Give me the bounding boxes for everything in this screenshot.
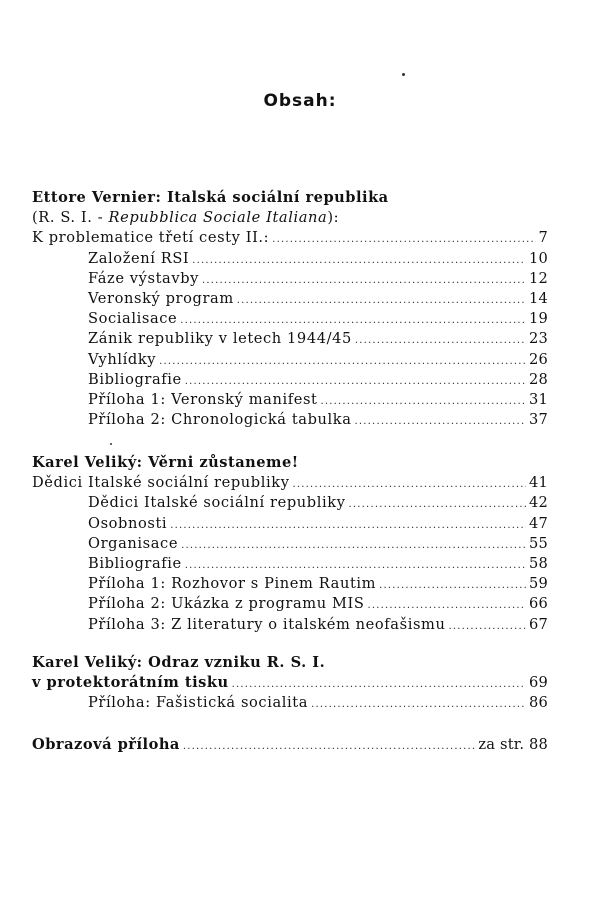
toc-entry-page: 26 [529, 350, 548, 368]
toc-entry [32, 410, 548, 430]
toc-section-odraz [32, 653, 548, 714]
toc-entry-page: 7 [538, 229, 548, 247]
toc-entry-label: Zánik republiky v letech 1944/45 [88, 330, 352, 348]
dot-leader [379, 576, 526, 596]
dot-leader [349, 495, 526, 515]
dot-leader [321, 392, 527, 412]
dot-leader [311, 695, 526, 715]
toc-entry [32, 574, 548, 594]
toc-entry-page: 14 [529, 289, 548, 307]
toc-entry-page: 28 [529, 370, 548, 388]
toc-entry-page: 69 [529, 674, 548, 692]
toc-entry-label: Vyhlídky [88, 350, 157, 368]
dot-leader [367, 596, 526, 616]
toc-entry-page: 31 [529, 390, 548, 408]
toc-entry-page: 66 [529, 595, 548, 613]
toc-entry [32, 249, 548, 269]
toc-entry-label: Příloha 2: Chronologická tabulka [88, 411, 352, 429]
section-intro [32, 208, 548, 228]
toc-entry-page: 67 [529, 615, 548, 633]
toc-entry-page: 23 [529, 330, 548, 348]
dot-leader [355, 412, 526, 432]
dot-leader [272, 230, 535, 250]
section-heading [32, 653, 548, 673]
toc-entry-label: Příloha 2: Ukázka z programu MIS [88, 595, 365, 613]
dot-leader [202, 271, 526, 291]
toc-entry-label: Organisace [88, 534, 179, 552]
section-heading-text: Ettore Vernier: Italská sociální republika [32, 189, 389, 206]
toc-section-vernier [32, 188, 548, 430]
section-heading [32, 453, 548, 473]
toc-section-verni [32, 453, 548, 635]
dot-leader [170, 516, 526, 536]
toc-entry-label: K problematice třetí cesty II.: [32, 229, 270, 247]
dot-leader [159, 352, 526, 372]
toc-entry-label: Příloha 3: Z literatury o italském neofašismu [88, 615, 446, 633]
toc-entry-label: Dědici Italské sociální republiky [88, 494, 346, 512]
dot-leader [232, 675, 526, 695]
dot-leader [449, 617, 527, 637]
toc-entry [32, 350, 548, 370]
toc-entry [32, 269, 548, 289]
toc-entry [32, 673, 548, 693]
toc-entry [32, 735, 548, 755]
toc-entry-page: 47 [529, 514, 548, 532]
intro-suffix: ): [327, 209, 340, 227]
toc-entry-page: 12 [529, 269, 548, 287]
intro-italic: Repubblica Sociale Italiana [108, 209, 328, 227]
toc-entry-label: Bibliografie [88, 554, 182, 572]
toc-entry-page: 86 [529, 694, 548, 712]
toc-entry [32, 289, 548, 309]
toc-entry-page: za str. 88 [478, 736, 548, 753]
toc-entry-label: Osobnosti [88, 514, 168, 532]
toc-entry-label: Příloha 1: Rozhovor s Pinem Rautim [88, 575, 377, 593]
toc-entry [32, 514, 548, 534]
toc-entry [32, 228, 548, 248]
section-heading-text: Karel Veliký: Věrni zůstaneme! [32, 454, 299, 471]
toc-entry [32, 554, 548, 574]
toc-entry-page: 55 [529, 534, 548, 552]
toc-entry-label: Obrazová příloha [32, 736, 180, 753]
toc-entry [32, 493, 548, 513]
toc-entry [32, 473, 548, 493]
toc-entry [32, 329, 548, 349]
toc-entry-label: Založení RSI [88, 249, 190, 267]
toc-entry-label: Veronský program [88, 289, 234, 307]
toc-entry-label: Fáze výstavby [88, 269, 199, 287]
toc-entry-page: 41 [529, 474, 548, 492]
toc-entry [32, 390, 548, 410]
toc-entry-label: Bibliografie [88, 370, 182, 388]
dot-leader [180, 311, 526, 331]
toc-entry-page: 19 [529, 310, 548, 328]
section-heading [32, 188, 548, 208]
dot-leader [181, 536, 526, 556]
toc-entry [32, 615, 548, 635]
dot-leader [183, 737, 476, 757]
page-title: Obsah: [263, 91, 337, 111]
section-heading-text: Karel Veliký: Odraz vzniku R. S. I. [32, 654, 326, 671]
toc-entry [32, 534, 548, 554]
toc-entry-label: Socialisace [88, 310, 178, 328]
dot-leader [237, 291, 526, 311]
toc-section-images [32, 735, 548, 755]
toc-entry-label: Příloha 1: Veronský manifest [88, 390, 318, 408]
toc-entry [32, 370, 548, 390]
toc-entry [32, 693, 548, 713]
toc-entry-page: 37 [529, 411, 548, 429]
dot-leader [293, 475, 526, 495]
scan-speck [110, 443, 112, 445]
intro-prefix: (R. S. I. - [32, 209, 109, 227]
toc-entry-page: 59 [529, 575, 548, 593]
toc-entry-label: v protektorátním tisku [32, 674, 229, 692]
toc-entry-page: 10 [529, 249, 548, 267]
dot-leader [355, 331, 526, 351]
toc-entry-page: 42 [529, 494, 548, 512]
dot-leader [192, 251, 526, 271]
scan-speck [402, 73, 405, 76]
toc-entry-label: Dědici Italské sociální republiky [32, 474, 290, 492]
toc-entry [32, 309, 548, 329]
toc-entry-page: 58 [529, 554, 548, 572]
toc-entry [32, 594, 548, 614]
dot-leader [185, 372, 526, 392]
dot-leader [185, 556, 526, 576]
toc-entry-label: Příloha: Fašistická socialita [88, 694, 309, 712]
